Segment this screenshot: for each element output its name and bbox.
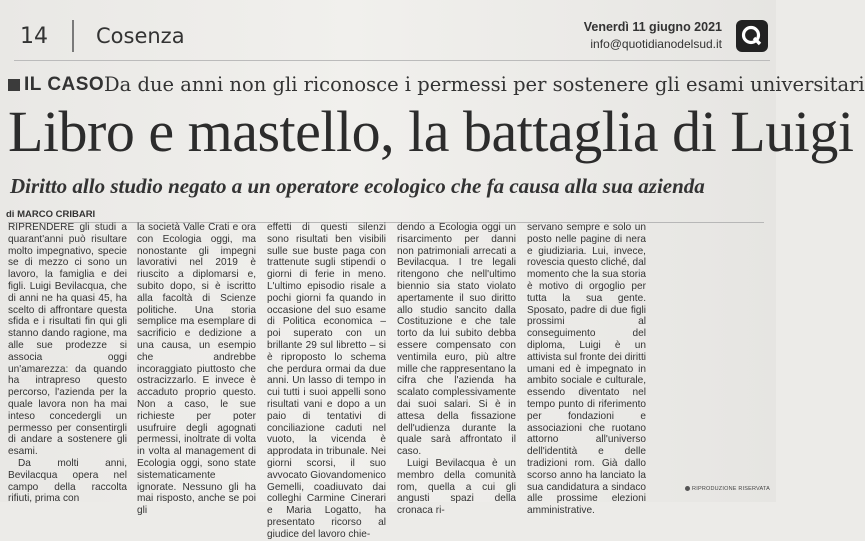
section-name: Cosenza (96, 24, 185, 48)
paragraph: effetti di questi silenzi sono risultati ben visibili sulle sue buste paga con trattenute sugli stipendi o giorni di ferie in meno. L'ultimo episodio risale a pochi giorni fa quando in occasione del suo esame di Politica economica – poi superato con un brillante 29 sul libretto – si è riproposto lo schema che perdura ormai da due anni. Un lasso di tempo in cui tutti i suoi appelli sono risultati vani e dopo a un paio di tentativi di conciliazione caduti nel vuoto, la vicenda è approdata in tribunale. Nei giorni scorsi, il suo avvocato Giovandomenico Gemelli, coadiuvato dai colleghi Carmine Cinerari e Maria Logatto, ha presentato ricorso al giudice del lavoro chie- (267, 222, 386, 540)
header-rule (14, 60, 770, 61)
headline: Libro e mastello, la battaglia di Luigi (8, 99, 854, 164)
header-divider (72, 20, 74, 52)
paragraph: Da molti anni, Bevilacqua opera nel campo della raccolta rifiuti, prima con (8, 457, 127, 505)
contact-email: info@quotidianodelsud.it (590, 37, 722, 51)
paragraph: la società Valle Crati e ora con Ecologia oggi, ma nonostante gli impegni lavorativi nel 2019 è riuscito a diplomarsi e, subito dopo, si è iscritto alla facoltà di Scienze politiche. Una storia semplice ma esemplare di sacrificio e dedizione a una causa, un esempio che andrebbe incoraggiato piuttosto che ostracizzarlo. E invece è accaduto proprio questo. Non a caso, le sue richieste per poter usufruire degli agognati permessi, inoltrate di volta in volta al management di Ecologia oggi, sono state sistematicamente ignorate. Nessuno gli ha mai risposto, anche se poi gli (137, 222, 256, 517)
subheadline: Diritto allo studio negato a un operatore ecologico che fa causa alla sua azienda (10, 174, 705, 198)
newspaper-logo-icon (736, 20, 768, 52)
page-header (14, 12, 770, 56)
paragraph: dendo a Ecologia oggi un risarcimento per danni non patrimoniali arrecati a Bevilacqua. I tre legali ritengono che nell'ultimo biennio sia stato violato apertamente il suo diritto allo studio sancito dalla Costituzione e che tale torto da lui subito debba essere compensato con ventimila euro, più altre mille che rappresentano la cifra che l'azienda ha scalato complessivamente dai suoi salari. Si è in attesa della fissazione dell'udienza durante la quale sarà affrontato il caso. (397, 222, 516, 458)
article-column-1 (8, 222, 127, 505)
article-column-5 (527, 222, 646, 517)
article-column-4 (397, 222, 516, 517)
copyright-icon (685, 486, 690, 491)
copyright-notice (656, 486, 770, 492)
article-column-2 (137, 222, 256, 517)
paragraph: RIPRENDERE gli studi a quarant'anni può risultare molto impegnativo, specie se di mezzo ci sono un lavoro, la famiglia e dei figli. Luigi Bevilacqua, che di anni ne ha quasi 45, ha scelto di affrontare questa sfida e i risultati fin qui gli stanno dando ragione, ma alle sue prodezze si associa oggi un'amarezza: da quando ha intrapreso questo percorso, l'azienda per la quale lavora non ha mai inteso concedergli un permesso per consentirgli di andare a sostenere gli esami. (8, 222, 127, 458)
kicker-square-icon (8, 79, 20, 91)
paragraph: servano sempre e solo un posto nelle pagine di nera e giudiziaria. Lui, invece, rovescia questo cliché, dal momento che la sua storia è motivo di orgoglio per tutta la sua gente. Sposato, padre di due figli prossimi al conseguimento del diploma, Luigi è un attivista sul fronte dei diritti umani ed è impegnato in ambito sociale e culturale, essendo diventato nel tempo punto di riferimento per fondazioni e associazioni che ruotano attorno all'universo dell'identità e delle tradizioni rom. Già dallo scorso anno ha lanciato la sua candidatura a sindaco alle prossime elezioni amministrative. (527, 222, 646, 517)
page-number: 14 (20, 24, 48, 49)
kicker-tag: IL CASO (24, 74, 105, 95)
paragraph: Luigi Bevilacqua è un membro della comunità rom, quella a cui gli angusti spazi della cronaca ri- (397, 457, 516, 517)
copyright-text: RIPRODUZIONE RISERVATA (692, 486, 770, 492)
issue-date: Venerdì 11 giugno 2021 (583, 20, 722, 34)
article-column-6 (656, 222, 770, 498)
article-column-3 (267, 222, 386, 540)
kicker-text: Da due anni non gli riconosce i permessi per sostenere gli esami universitari (104, 73, 865, 96)
byline: di MARCO CRIBARI (6, 209, 96, 220)
